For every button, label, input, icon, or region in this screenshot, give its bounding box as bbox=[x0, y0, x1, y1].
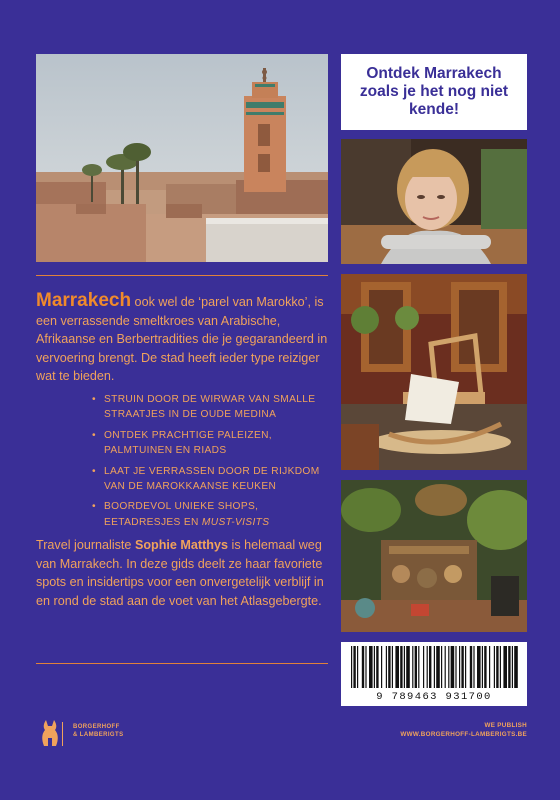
barcode-bar bbox=[418, 646, 419, 688]
publisher-url[interactable]: WWW.BORGERHOFF-LAMBERIGTS.BE bbox=[400, 731, 527, 738]
riad-plants-photo bbox=[341, 480, 527, 632]
barcode-bar bbox=[388, 646, 390, 688]
barcode-bar bbox=[455, 646, 456, 688]
highlight-item: • ONTDEK PRACHTIGE PALEIZEN, PALMTUINEN EN RIADS bbox=[92, 428, 332, 459]
barcode-bar bbox=[489, 646, 490, 688]
barcode-bar bbox=[351, 646, 352, 688]
barcode-bars bbox=[341, 642, 527, 692]
barcode-bar bbox=[395, 646, 399, 688]
barcode-bar bbox=[477, 646, 481, 688]
barcode-bar bbox=[473, 646, 474, 688]
barcode-bar bbox=[427, 646, 428, 688]
barcode-bar bbox=[500, 646, 501, 688]
divider-top bbox=[36, 275, 328, 276]
barcode-bar bbox=[445, 646, 446, 688]
barcode-bar bbox=[451, 646, 455, 688]
barcode-bar bbox=[508, 646, 510, 688]
intro-text: ook wel de ‘parel van Marokko’, is een verrassende smeltkroes van Arabische, Afrikaanse en Berbertradities die je gegarandeerd in vervoering brengt. De stad heeft ieder type reiziger wat te bieden. bbox=[36, 295, 328, 384]
publisher-line-2: & LAMBERIGTS bbox=[73, 732, 124, 738]
marrakech-skyline-photo bbox=[36, 54, 328, 262]
barcode-bar bbox=[503, 646, 507, 688]
barcode-bar bbox=[376, 646, 378, 688]
intro-paragraph bbox=[36, 292, 336, 386]
barcode-bar bbox=[415, 646, 417, 688]
barcode-bar bbox=[406, 646, 410, 688]
barcode-bar bbox=[369, 646, 373, 688]
author-after: is helemaal weg van Marrakech. In deze gids deelt ze haar favoriete spots en insidertips voor een onvergetelijk verblijf in en rond de stad aan de voet van het Atlasgebergte. bbox=[36, 538, 324, 608]
isbn-number: 9 789463 931700 bbox=[376, 691, 492, 703]
publisher-line-1: BORGERHOFF bbox=[73, 724, 120, 730]
barcode-bar bbox=[392, 646, 393, 688]
publisher-name bbox=[73, 723, 163, 739]
barcode-bar bbox=[365, 646, 366, 688]
author-portrait-photo bbox=[341, 139, 527, 264]
barcode-bar bbox=[353, 646, 355, 688]
barcode-bar bbox=[412, 646, 413, 688]
publisher-logo bbox=[36, 718, 66, 753]
barcode-bar bbox=[400, 646, 402, 688]
highlight-item bbox=[92, 499, 332, 530]
barcode-bar bbox=[514, 646, 518, 688]
footer-line-1: WE PUBLISH bbox=[484, 722, 527, 729]
highlights-list bbox=[92, 392, 332, 535]
tagline-box bbox=[341, 54, 527, 130]
barcode-bar bbox=[470, 646, 472, 688]
rocking-chair-photo bbox=[341, 274, 527, 470]
intro-brand: Marrakech bbox=[36, 290, 132, 311]
barcode-bar bbox=[404, 646, 405, 688]
tagline: Ontdek Marrakech zoals je het nog niet kende! bbox=[359, 65, 509, 118]
author-name: Sophie Matthys bbox=[134, 538, 229, 552]
barcode-bar bbox=[357, 646, 358, 688]
author-before: Travel journaliste bbox=[36, 538, 135, 552]
barcode-bar bbox=[484, 646, 486, 688]
barcode-bar bbox=[512, 646, 513, 688]
barcode-bar bbox=[436, 646, 440, 688]
barcode-bar bbox=[441, 646, 442, 688]
highlight-item: • STRUIN DOOR DE WIRWAR VAN SMALLE STRAATJES IN DE OUDE MEDINA bbox=[92, 392, 332, 423]
publisher-footer bbox=[400, 721, 527, 739]
barcode-bar bbox=[374, 646, 375, 688]
bull-icon bbox=[36, 718, 66, 748]
barcode-bar bbox=[459, 646, 460, 688]
divider-bottom bbox=[36, 663, 328, 664]
barcode-bar bbox=[362, 646, 364, 688]
barcode-bar bbox=[423, 646, 424, 688]
barcode-bar bbox=[429, 646, 431, 688]
barcode-bar bbox=[448, 646, 449, 688]
barcode-bar bbox=[434, 646, 435, 688]
highlight-emphasis: MUST-VISITS bbox=[201, 516, 270, 528]
barcode-bar bbox=[461, 646, 463, 688]
barcode-bar bbox=[381, 646, 382, 688]
barcode-bar bbox=[482, 646, 483, 688]
barcode bbox=[341, 642, 527, 706]
barcode-bar bbox=[496, 646, 498, 688]
author-paragraph bbox=[36, 536, 336, 610]
barcode-bar bbox=[465, 646, 466, 688]
highlight-item: • LAAT JE VERRASSEN DOOR DE RIJKDOM VAN DE MAROKKAANSE KEUKEN bbox=[92, 464, 332, 495]
barcode-bar bbox=[494, 646, 495, 688]
highlight-text: BOORDEVOL UNIEKE SHOPS, EETADRESJES EN bbox=[104, 501, 259, 528]
barcode-bar bbox=[386, 646, 387, 688]
